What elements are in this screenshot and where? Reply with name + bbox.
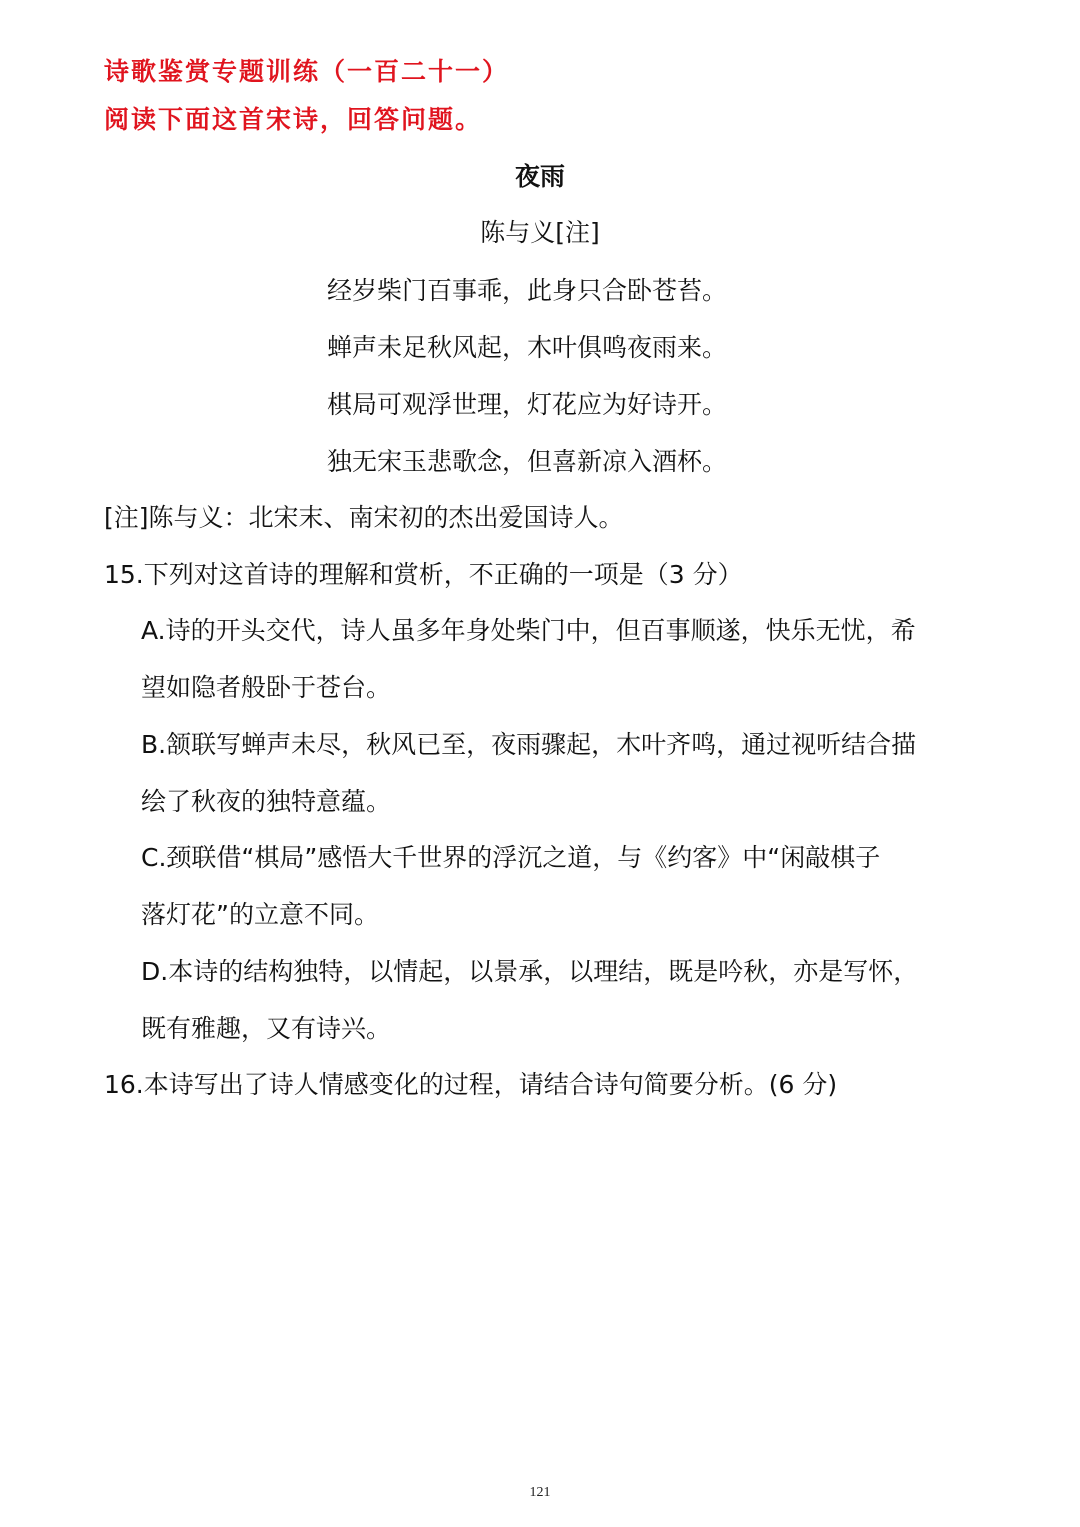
poem-title: 夜雨 xyxy=(514,162,565,191)
option-c-line-2: 落灯花”的立意不同。 xyxy=(141,900,379,929)
reading-instruction: 阅读下面这首宋诗，回答问题。 xyxy=(104,105,483,134)
option-a-line-1: A.诗的开头交代，诗人虽多年身处柴门中，但百事顺遂，快乐无忧，希 xyxy=(141,616,916,645)
option-b-line-1: B.颔联写蝉声未尽，秋风已至，夜雨骤起，木叶齐鸣，通过视听结合描 xyxy=(141,730,917,759)
option-d-line-1: D.本诗的结构独特，以情起，以景承，以理结，既是吟秋，亦是写怀， xyxy=(141,957,919,986)
poem-line: 独无宋玉悲歌念，但喜新凉入酒杯。 xyxy=(327,447,728,476)
poem-note: [注]陈与义：北宋末、南宋初的杰出爱国诗人。 xyxy=(104,503,624,532)
question-16-stem: 16.本诗写出了诗人情感变化的过程，请结合诗句简要分析。(6 分) xyxy=(104,1070,838,1099)
poem-line: 棋局可观浮世理，灯花应为好诗开。 xyxy=(327,390,728,419)
option-d-line-2: 既有雅趣，又有诗兴。 xyxy=(141,1014,392,1043)
page-number: 121 xyxy=(529,1485,551,1500)
option-c-line-1: C.颈联借“棋局”感悟大千世界的浮沉之道，与《约客》中“闲敲棋子 xyxy=(141,843,881,872)
worksheet-title: 诗歌鉴赏专题训练（一百二十一） xyxy=(104,57,510,86)
option-a-line-2: 望如隐者般卧于苍台。 xyxy=(141,673,392,702)
poem-line: 经岁柴门百事乖，此身只合卧苍苔。 xyxy=(327,276,728,305)
question-15-stem: 15.下列对这首诗的理解和赏析，不正确的一项是（3 分） xyxy=(104,560,743,589)
poem-line: 蝉声未足秋风起，木叶俱鸣夜雨来。 xyxy=(327,333,728,362)
option-b-line-2: 绘了秋夜的独特意蕴。 xyxy=(141,787,392,816)
poem-author: 陈与义[注] xyxy=(480,218,600,247)
